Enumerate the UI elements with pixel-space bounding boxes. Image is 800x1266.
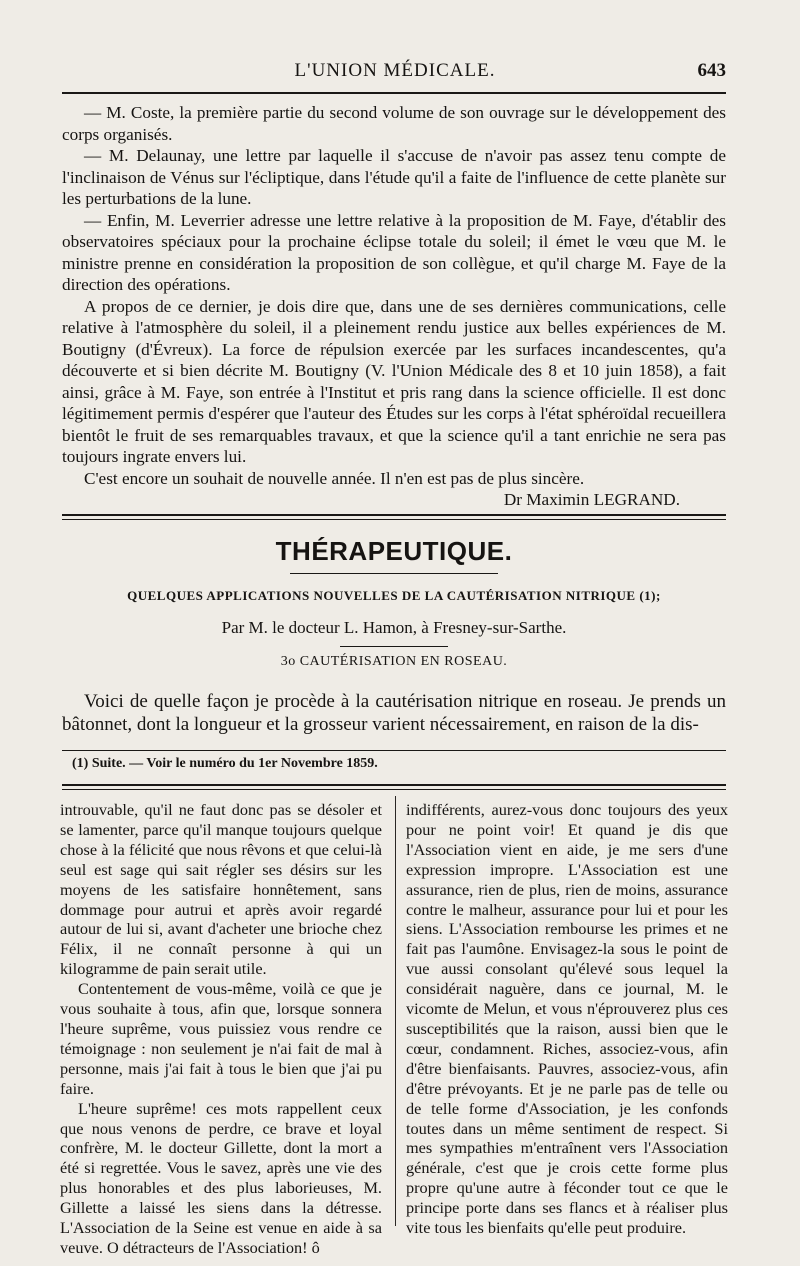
paragraph: Voici de quelle façon je procède à la cautérisation nitrique en roseau. Je prends un bâtonnet, dont la longueur et la grosseur varient nécessairement, en raison de la dis- xyxy=(62,691,726,735)
footnote: (1) Suite. — Voir le numéro du 1er Novembre 1859. xyxy=(72,756,378,771)
byline-rule xyxy=(340,646,448,647)
paragraph: C'est encore un souhait de nouvelle année. Il n'en est pas de plus sincère. xyxy=(84,468,585,488)
columns-rule-thin xyxy=(62,789,726,790)
academy-report xyxy=(62,102,726,511)
paragraph: Contentement de vous-même, voilà ce que je vous souhaite à tous, afin que, lorsque sonnera l'heure suprême, vous puissiez vous rendre ce témoignage : non seulement je n'ai fait de mal à personne, mais j'ai fait à tous le bien que j'ai pu faire. xyxy=(60,979,382,1098)
header-rule xyxy=(62,92,726,94)
byline: Par M. le docteur L. Hamon, à Fresney-sur-Sarthe. xyxy=(221,618,567,637)
subsection-heading: 3o CAUTÉRISATION EN ROSEAU. xyxy=(280,654,508,669)
paragraph: indifférents, aurez-vous donc toujours des yeux pour ne point voir! Et quand je dis que l'Association vient en aide, je me sers d'une expression impropre. L'Association est une assurance, rien de plus, rien de moins, assurance contre le malheur, assurance pour lui et pour les siens. L'Association rembourse les primes et ne fait pas l'aumône. Envisagez-la sous le point de vue aussi consolant qu'élevé sous lequel la considérait naguère, dans ce journal, M. le vicomte de Melun, et vous n'éprouverez plus ces susceptibilités que la raison, aussi bien que le cœur, condamnent. Riches, associez-vous, afin d'être bienfaisants. Pauvres, associez-vous, afin d'être prévoyants. Et je ne parle pas de telle ou de telle forme d'Association, je les confonds toutes dans un même sentiment de respect. Si mes sympathies m'entraînent vers l'Association générale, c'est que je crois cette forme plus propre qu'une autre à féconder tout ce que le principe porte dans ses flancs et à réaliser plus vite tous les bienfaits qu'elle peut produire. xyxy=(406,800,728,1238)
section-title-rule xyxy=(290,573,498,574)
paragraph: L'heure suprême! ces mots rappellent ceux que nous venons de perdre, ce brave et loyal confrère, M. le docteur Gillette, dont la mort a été si regrettée. Vous le savez, après une vie des plus honorables et des plus laborieuses, M. Gillette a laissé les siens dans la détresse. L'Association de la Seine est venue en aide à sa veuve. O détracteurs de l'Association! ô xyxy=(60,1098,382,1257)
running-title: L'UNION MÉDICALE. xyxy=(294,60,496,81)
article-intro xyxy=(62,690,726,736)
paragraph: introuvable, qu'il ne faut donc pas se désoler et se lamenter, parce qu'il manque toujours quelque chose à la félicité que nous rêvons et que celui-là seul est sage qui sait régler ses désirs sur les moyens de les satisfaire honnêtement, sans dommage pour autrui et après avoir regardé autour de lui si, avant d'acheter une brioche chez Félix, il ne connaît personne à qui un kilogramme de pain serait utile. xyxy=(60,800,382,979)
footnote-rule xyxy=(62,750,726,751)
columns-rule xyxy=(62,784,726,786)
paragraph: — M. Delaunay, une lettre par laquelle il s'accuse de n'avoir pas assez tenu compte de l'inclinaison de Vénus sur l'écliptique, dans l'étude qu'il a faite de l'influence de cette planète sur les perturbations de la lune. xyxy=(62,146,726,208)
section-rule-top-thin xyxy=(62,519,726,520)
paragraph: A propos de ce dernier, je dois dire que, dans une de ses dernières communications, celle relative à l'atmosphère du soleil, il a pleinement rendu justice aux belles expériences de M. Boutigny (d'Évreux). La force de répulsion exercée par les surfaces incandescentes, qu'a découverte et si bien décrite M. Boutigny (V. l'Union Médicale des 8 et 10 juin 1858), a fait ainsi, grâce à M. Faye, son entrée à l'Institut et pris rang dans la science officielle. Il est donc légitimement permis d'espérer que l'auteur des Études sur les corps à l'état sphéroïdal recueillera bientôt le fruit de ses remarquables travaux, et que la science qu'il a tant enrichie ne sera pas toujours ingrate envers lui. xyxy=(62,296,726,466)
section-title: THÉRAPEUTIQUE. xyxy=(275,536,513,566)
page-number: 643 xyxy=(697,60,726,81)
section-rule-top xyxy=(62,514,726,516)
column-divider xyxy=(395,796,396,1226)
paragraph: — Enfin, M. Leverrier adresse une lettre relative à la proposition de M. Faye, d'établir des observatoires spéciaux pour la prochaine éclipse totale du soleil; il émet le vœu que M. le ministre prenne en considération la proposition de son collègue, et qu'il charge M. Faye de la direction des opérations. xyxy=(62,210,726,294)
paragraph: — M. Coste, la première partie du second volume de son ouvrage sur le développement des corps organisés. xyxy=(62,103,726,144)
article-title: QUELQUES APPLICATIONS NOUVELLES DE LA CAUTÉRISATION NITRIQUE (1); xyxy=(127,588,661,603)
feuilleton-right-column xyxy=(406,800,728,1238)
feuilleton-left-column xyxy=(60,800,382,1258)
signature: Dr Maximin LEGRAND. xyxy=(503,490,680,509)
page-header xyxy=(62,58,728,88)
